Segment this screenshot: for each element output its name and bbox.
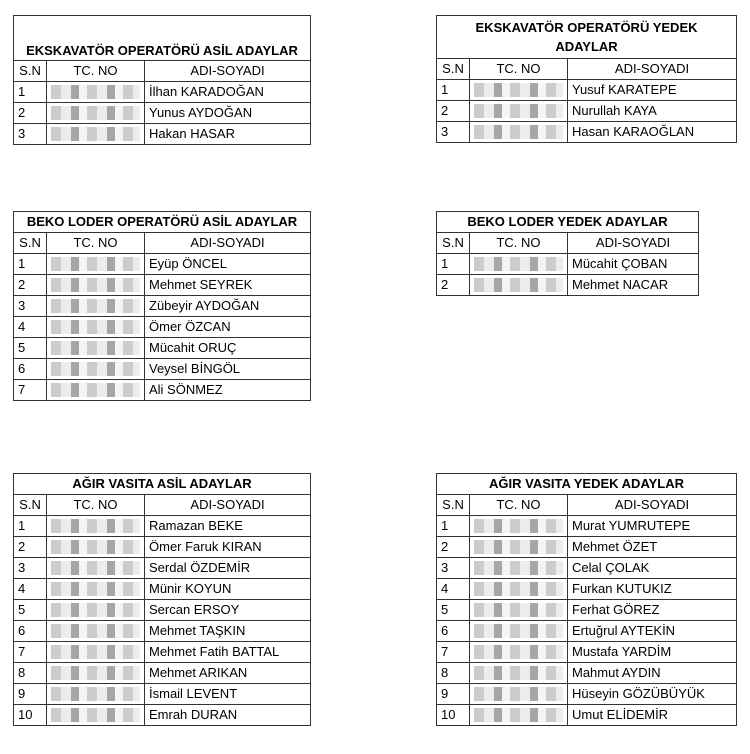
row-number: 5 <box>14 600 47 621</box>
table-row <box>437 621 737 642</box>
table-row <box>14 275 311 296</box>
sn-header: S.N <box>14 61 47 82</box>
tc-number-redacted <box>470 642 568 663</box>
row-number: 3 <box>14 558 47 579</box>
candidate-name: Mücahit ORUÇ <box>145 338 311 359</box>
sn-header: S.N <box>14 495 47 516</box>
table-row <box>437 600 737 621</box>
redaction-blur <box>51 106 140 120</box>
candidate-name: Hakan HASAR <box>145 124 311 145</box>
tc-number-redacted <box>470 621 568 642</box>
row-number: 6 <box>14 359 47 380</box>
sn-header: S.N <box>437 233 470 254</box>
tc-number-redacted <box>47 338 145 359</box>
table-row <box>437 122 737 143</box>
row-number: 10 <box>14 705 47 726</box>
row-number: 4 <box>14 317 47 338</box>
candidate-name: Ömer ÖZCAN <box>145 317 311 338</box>
candidate-name: Yunus AYDOĞAN <box>145 103 311 124</box>
name-header: ADI-SOYADI <box>145 61 311 82</box>
name-header: ADI-SOYADI <box>568 495 737 516</box>
row-number: 1 <box>437 80 470 101</box>
table-row <box>437 684 737 705</box>
redaction-blur <box>51 257 140 271</box>
candidate-name: Ferhat GÖREZ <box>568 600 737 621</box>
table-row <box>14 380 311 401</box>
redaction-blur <box>51 341 140 355</box>
tc-number-redacted <box>47 600 145 621</box>
row-number: 1 <box>437 254 470 275</box>
name-header: ADI-SOYADI <box>145 233 311 254</box>
table-row <box>14 317 311 338</box>
excavator-reserve-title <box>437 16 737 59</box>
tc-number-redacted <box>47 621 145 642</box>
backhoe-primary-title: BEKO LODER OPERATÖRÜ ASİL ADAYLAR <box>14 212 311 233</box>
table-row <box>14 537 311 558</box>
name-header: ADI-SOYADI <box>145 495 311 516</box>
tc-number-redacted <box>47 684 145 705</box>
redaction-blur <box>474 582 563 596</box>
redaction-blur <box>474 519 563 533</box>
table-row <box>14 254 311 275</box>
table-row <box>14 579 311 600</box>
row-number: 7 <box>437 642 470 663</box>
tc-header: TC. NO <box>47 233 145 254</box>
redaction-blur <box>51 362 140 376</box>
table-row <box>14 103 311 124</box>
tc-number-redacted <box>470 254 568 275</box>
candidate-name: Mehmet Fatih BATTAL <box>145 642 311 663</box>
redaction-blur <box>474 645 563 659</box>
redaction-blur <box>51 561 140 575</box>
excavator-primary-table <box>13 15 311 145</box>
table-row <box>14 642 311 663</box>
candidate-name: Sercan ERSOY <box>145 600 311 621</box>
table-row <box>14 621 311 642</box>
excavator-reserve-title-line1: EKSKAVATÖR OPERATÖRÜ YEDEK <box>475 20 698 35</box>
candidate-name: Ramazan BEKE <box>145 516 311 537</box>
tc-number-redacted <box>470 537 568 558</box>
tc-number-redacted <box>47 380 145 401</box>
redaction-blur <box>474 125 563 139</box>
redaction-blur <box>51 708 140 722</box>
row-number: 7 <box>14 380 47 401</box>
candidate-name: Mehmet SEYREK <box>145 275 311 296</box>
redaction-blur <box>51 519 140 533</box>
row-number: 1 <box>14 254 47 275</box>
redaction-blur <box>474 83 563 97</box>
tc-number-redacted <box>470 579 568 600</box>
tc-number-redacted <box>470 101 568 122</box>
tc-number-redacted <box>47 516 145 537</box>
redaction-blur <box>474 603 563 617</box>
heavy-vehicle-reserve-title: AĞIR VASITA YEDEK ADAYLAR <box>437 474 737 495</box>
candidate-name: Celal ÇOLAK <box>568 558 737 579</box>
row-number: 9 <box>437 684 470 705</box>
tc-number-redacted <box>47 103 145 124</box>
table-row <box>14 684 311 705</box>
redaction-blur <box>51 540 140 554</box>
row-number: 6 <box>14 621 47 642</box>
redaction-blur <box>474 708 563 722</box>
tc-number-redacted <box>470 122 568 143</box>
row-number: 8 <box>437 663 470 684</box>
table-row <box>437 275 699 296</box>
tc-number-redacted <box>470 558 568 579</box>
row-number: 4 <box>14 579 47 600</box>
row-number: 1 <box>437 516 470 537</box>
redaction-blur <box>51 624 140 638</box>
row-number: 1 <box>14 516 47 537</box>
candidate-name: Serdal ÖZDEMİR <box>145 558 311 579</box>
sn-header: S.N <box>14 233 47 254</box>
table-row <box>14 359 311 380</box>
heavy-vehicle-primary-title: AĞIR VASITA ASİL ADAYLAR <box>14 474 311 495</box>
redaction-blur <box>51 383 140 397</box>
redaction-blur <box>51 127 140 141</box>
redaction-blur <box>51 582 140 596</box>
candidate-name: Hasan KARAOĞLAN <box>568 122 737 143</box>
tc-number-redacted <box>470 275 568 296</box>
table-row <box>14 338 311 359</box>
row-number: 6 <box>437 621 470 642</box>
candidate-name: Hüseyin GÖZÜBÜYÜK <box>568 684 737 705</box>
backhoe-reserve-table <box>436 211 699 296</box>
candidate-name: İsmail LEVENT <box>145 684 311 705</box>
backhoe-primary-table <box>13 211 311 401</box>
row-number: 3 <box>437 122 470 143</box>
table-row <box>14 558 311 579</box>
table-row <box>14 82 311 103</box>
tc-header: TC. NO <box>47 61 145 82</box>
candidate-name: Umut ELİDEMİR <box>568 705 737 726</box>
row-number: 8 <box>14 663 47 684</box>
row-number: 2 <box>437 537 470 558</box>
tc-number-redacted <box>47 275 145 296</box>
table-row <box>437 537 737 558</box>
redaction-blur <box>51 666 140 680</box>
candidate-name: Münir KOYUN <box>145 579 311 600</box>
redaction-blur <box>474 666 563 680</box>
table-row <box>14 296 311 317</box>
redaction-blur <box>474 540 563 554</box>
candidate-name: Mahmut AYDIN <box>568 663 737 684</box>
redaction-blur <box>474 687 563 701</box>
heavy-vehicle-primary-table <box>13 473 311 726</box>
candidate-name: Furkan KUTUKIZ <box>568 579 737 600</box>
candidate-name: Mehmet TAŞKIN <box>145 621 311 642</box>
table-row <box>437 642 737 663</box>
candidate-name: Veysel BİNGÖL <box>145 359 311 380</box>
redaction-blur <box>51 278 140 292</box>
candidate-name: Zübeyir AYDOĞAN <box>145 296 311 317</box>
tc-number-redacted <box>47 537 145 558</box>
candidate-name: Mehmet NACAR <box>568 275 699 296</box>
candidate-name: Ömer Faruk KIRAN <box>145 537 311 558</box>
row-number: 3 <box>14 296 47 317</box>
redaction-blur <box>474 278 563 292</box>
tc-number-redacted <box>47 124 145 145</box>
tc-header: TC. NO <box>470 495 568 516</box>
tc-number-redacted <box>47 317 145 338</box>
candidate-name: Mehmet ARIKAN <box>145 663 311 684</box>
row-number: 5 <box>14 338 47 359</box>
redaction-blur <box>474 104 563 118</box>
tc-number-redacted <box>47 579 145 600</box>
row-number: 3 <box>437 558 470 579</box>
tc-number-redacted <box>470 516 568 537</box>
redaction-blur <box>51 687 140 701</box>
redaction-blur <box>474 257 563 271</box>
row-number: 10 <box>437 705 470 726</box>
row-number: 2 <box>437 101 470 122</box>
candidate-name: Ertuğrul AYTEKİN <box>568 621 737 642</box>
candidate-name: Eyüp ÖNCEL <box>145 254 311 275</box>
table-row <box>14 124 311 145</box>
row-number: 2 <box>14 537 47 558</box>
candidate-name: Ali SÖNMEZ <box>145 380 311 401</box>
redaction-blur <box>474 624 563 638</box>
tc-number-redacted <box>47 705 145 726</box>
row-number: 5 <box>437 600 470 621</box>
tc-header: TC. NO <box>470 233 568 254</box>
tc-number-redacted <box>470 705 568 726</box>
table-row <box>437 558 737 579</box>
candidate-name: Murat YUMRUTEPE <box>568 516 737 537</box>
redaction-blur <box>51 645 140 659</box>
tc-number-redacted <box>470 663 568 684</box>
tc-number-redacted <box>470 600 568 621</box>
tc-header: TC. NO <box>470 59 568 80</box>
table-row <box>14 705 311 726</box>
tc-number-redacted <box>47 642 145 663</box>
tc-number-redacted <box>47 359 145 380</box>
excavator-reserve-title-line2: ADAYLAR <box>555 39 618 54</box>
table-row <box>14 600 311 621</box>
tc-number-redacted <box>470 684 568 705</box>
name-header: ADI-SOYADI <box>568 233 699 254</box>
table-row <box>14 663 311 684</box>
redaction-blur <box>474 561 563 575</box>
tc-number-redacted <box>47 558 145 579</box>
tc-number-redacted <box>470 80 568 101</box>
tc-number-redacted <box>47 663 145 684</box>
sn-header: S.N <box>437 59 470 80</box>
table-row <box>14 516 311 537</box>
row-number: 9 <box>14 684 47 705</box>
table-row <box>437 705 737 726</box>
redaction-blur <box>51 603 140 617</box>
backhoe-reserve-title: BEKO LODER YEDEK ADAYLAR <box>437 212 699 233</box>
redaction-blur <box>51 85 140 99</box>
redaction-blur <box>51 299 140 313</box>
excavator-primary-title: EKSKAVATÖR OPERATÖRÜ ASİL ADAYLAR <box>14 16 311 61</box>
row-number: 3 <box>14 124 47 145</box>
row-number: 2 <box>14 103 47 124</box>
candidate-name: Emrah DURAN <box>145 705 311 726</box>
table-row <box>437 516 737 537</box>
name-header: ADI-SOYADI <box>568 59 737 80</box>
redaction-blur <box>51 320 140 334</box>
tc-number-redacted <box>47 82 145 103</box>
tc-number-redacted <box>47 296 145 317</box>
heavy-vehicle-reserve-table <box>436 473 737 726</box>
candidate-name: Yusuf KARATEPE <box>568 80 737 101</box>
candidate-name: Mustafa YARDİM <box>568 642 737 663</box>
row-number: 4 <box>437 579 470 600</box>
candidate-name: İlhan KARADOĞAN <box>145 82 311 103</box>
candidate-name: Mehmet ÖZET <box>568 537 737 558</box>
candidate-name: Nurullah KAYA <box>568 101 737 122</box>
table-row <box>437 579 737 600</box>
sn-header: S.N <box>437 495 470 516</box>
table-row <box>437 663 737 684</box>
row-number: 2 <box>437 275 470 296</box>
excavator-reserve-table <box>436 15 737 143</box>
table-row <box>437 101 737 122</box>
tc-header: TC. NO <box>47 495 145 516</box>
table-row <box>437 254 699 275</box>
candidate-name: Mücahit ÇOBAN <box>568 254 699 275</box>
table-row <box>437 80 737 101</box>
row-number: 2 <box>14 275 47 296</box>
tc-number-redacted <box>47 254 145 275</box>
row-number: 1 <box>14 82 47 103</box>
row-number: 7 <box>14 642 47 663</box>
